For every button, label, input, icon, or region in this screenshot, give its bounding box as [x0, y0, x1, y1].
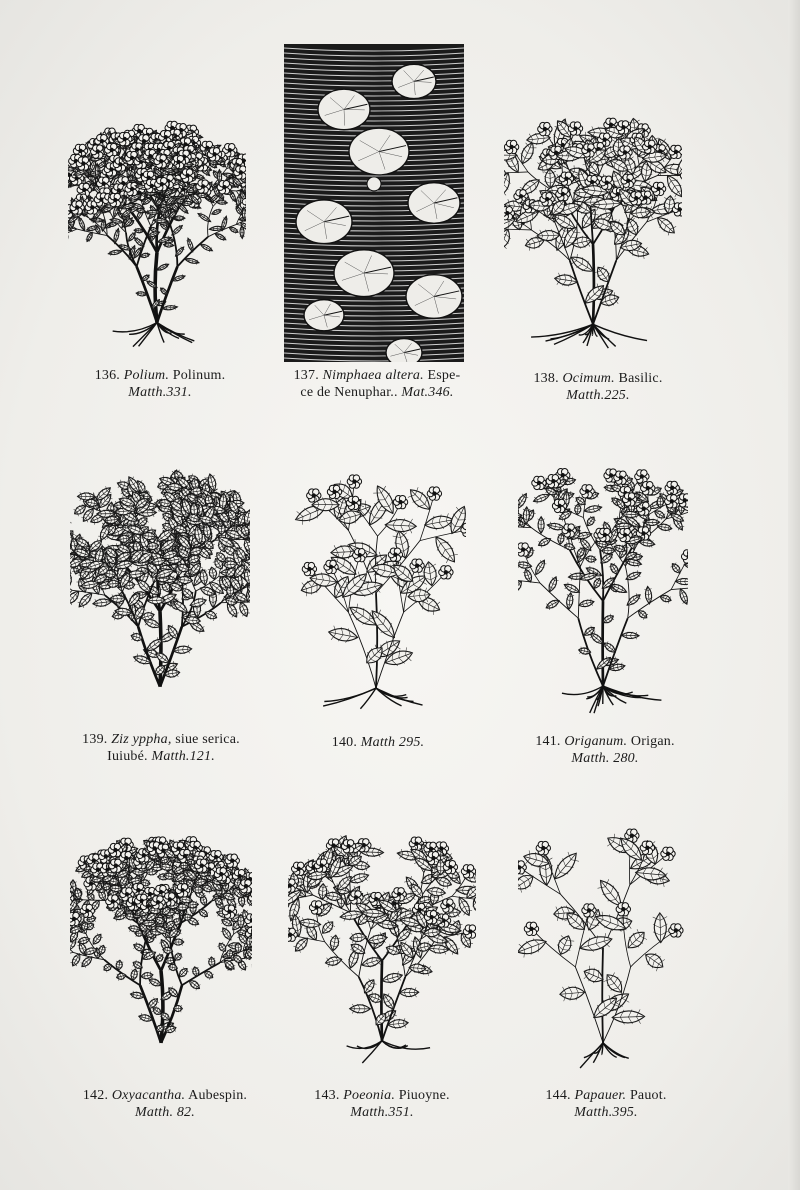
caption-137: 137. Nimphaea altera. Espe- ce de Nenuphar.. Mat.346. — [293, 368, 461, 400]
woodcut-origanum — [518, 408, 688, 724]
page-edge — [788, 0, 800, 1190]
woodcut-polium — [68, 48, 246, 360]
caption-138: 138. Ocimum. Basilic. Matth.225. — [533, 371, 663, 403]
woodcut-poeonia — [288, 768, 476, 1078]
caption-143: 143. Poeonia. Piuoyne. Matth.351. — [314, 1088, 450, 1120]
caption-139: 139. Ziz yppha, siue serica. Iuiubé. Matth.121. — [82, 732, 240, 764]
caption-142: 142. Oxyacantha. Aubespin. Matth. 82. — [82, 1088, 248, 1120]
caption-140: 140. Matth 295. — [331, 735, 425, 750]
woodcut-nimphaea — [284, 44, 464, 362]
woodcut-oppoponax — [286, 410, 466, 726]
caption-141: 141. Origanum. Origan. Matth. 280. — [535, 734, 675, 766]
woodcut-ocimum — [504, 48, 682, 362]
woodcut-zizypha — [70, 405, 250, 725]
caption-144: 144. Papauer. Pauot. Matth.395. — [545, 1088, 667, 1120]
woodcut-oxyacantha — [70, 770, 252, 1080]
woodcut-papauer — [518, 770, 688, 1080]
caption-136: 136. Polium. Polinum. Matth.331. — [94, 368, 226, 400]
